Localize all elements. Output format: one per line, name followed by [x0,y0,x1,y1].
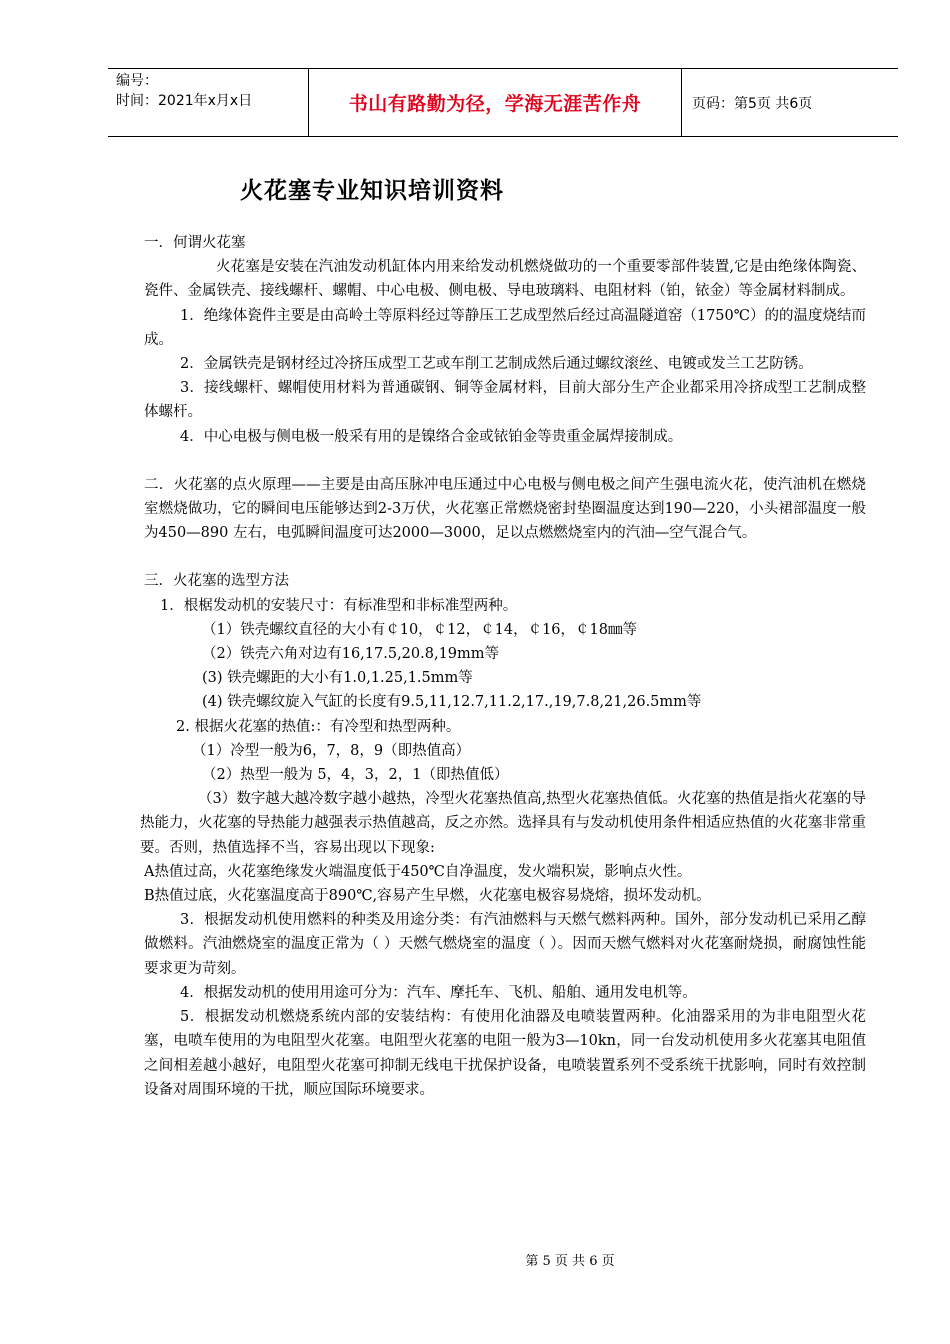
section-heading-3: 三．火花塞的选型方法 [144,573,289,590]
time-label: 时间：2021年x月x日 [116,93,253,109]
list-item: 4．根据发动机的使用用途可分为：汽车、摩托车、飞机、船舶、通用发电机等。 [180,984,697,1001]
document-body [140,231,866,1102]
list-item: 2．金属铁壳是钢材经过冷挤压成型工艺或车削工艺制成然后通过螺纹滚丝、电镀或发兰工艺防锈。 [180,356,813,373]
page-header [108,68,898,137]
list-item: 3．根据发动机使用燃料的种类及用途分类：有汽油燃料与天燃气燃料两种。国外，部分发动机已采用乙醇做燃料。汽油燃烧室的温度正常为（ ）天燃气燃烧室的温度（ ）。因而天燃气燃料对火花塞耐烧损，耐腐蚀性能要求更为苛刻。 [144,912,866,977]
sub-list-item: (4) 铁壳螺纹旋入气缸的长度有9.5,11,12.7,11.2,17.,19,7.8,21,26.5mm等 [202,694,702,711]
header-meta [108,69,308,136]
list-item: 4．中心电极与侧电极一般采有用的是镍络合金或铱铂金等贵重金属焊接制成。 [180,428,683,445]
paragraph: B热值过底，火花塞温度高于890℃,容易产生早燃，火花塞电极容易烧熔，损坏发动机。 [144,888,711,905]
section-heading-2: 二．火花塞的点火原理——主要是由高压脉冲电压通过中心电极与侧电极之间产生强电流火花，使汽油机在燃烧室燃烧做功，它的瞬间电压能够达到2-3万伏，火花塞正常燃烧密封垫圈温度达到190—220，小头裙部温度一般为450—890 左右，电弧瞬间温度可达2000—3000，足以点燃燃烧室内的汽油—空气混合气。 [144,476,866,542]
list-item: 5．根据发动机燃烧系统内部的安装结构：有使用化油器及电喷装置两种。化油器采用的为非电阻型火花塞，电喷车使用的为电阻型火花塞。电阻型火花塞的电阻一般为3—10kn，同一台发动机使用多火花塞其电阻值之间相差越小越好，电阻型火花塞可抑制无线电干扰保护设备，电喷装置系列不受系统干扰影响，同时有效控制设备对周围环境的干扰，顺应国际环境要求。 [144,1009,866,1098]
sub-list-item: （2）铁壳六角对边有16,17.5,20.8,19mm等 [202,646,500,663]
spacer [144,449,866,473]
number-label: 编号： [116,73,158,89]
header-page-info-cell [682,69,898,136]
paragraph: A热值过高，火花塞绝缘发火端温度低于450℃自净温度，发火端积炭，影响点火性。 [144,863,692,880]
sub-list-item: （3）数字越大越冷数字越小越热，冷型火花塞热值高,热型火花塞热值低。火花塞的热值是指火花塞的导热能力，火花塞的导热能力越强表示热值越高，反之亦然。选择具有与发动机使用条件相适应热值的火花塞非常重要。否则，热值选择不当，容易出现以下现象: [140,791,866,856]
document-title: 火花塞专业知识培训资料 [240,178,504,204]
footer-page-number: 第 5 页 共 6 页 [525,1254,615,1269]
paragraph: 火花塞是安装在汽油发动机缸体内用来给发动机燃烧做功的一个重要零部件装置,它是由绝缘体陶瓷、瓷件、金属铁壳、接线螺杆、螺帽、中心电极、侧电极、导电玻璃料、电阻材料（铂，铱金）等金属材料制成。 [144,259,866,300]
sub-list-item: （2）热型一般为 5，4，3，2，1（即热值低） [202,767,509,784]
sub-list-item: （1）冷型一般为6，7，8，9（即热值高） [192,742,471,759]
section-heading-1: 一．何谓火花塞 [144,235,246,251]
page-footer [0,1250,950,1269]
page-info: 页码：第5页 共6页 [692,95,813,112]
list-item: 2. 根据火花塞的热值:：有冷型和热型两种。 [176,718,461,735]
motto-text: 书山有路勤为径，学海无涯苦作舟 [348,93,642,115]
sub-list-item: (3) 铁壳螺距的大小有1.0,1.25,1.5mm等 [202,670,473,687]
sub-list-item: （1）铁壳螺纹直径的大小有￠10，￠12，￠14，￠16，￠18㎜等 [202,621,637,638]
list-item: 1．绝缘体瓷件主要是由高岭土等原料经过等静压工艺成型然后经过高温隧道窑（1750℃）的的温度烧结而成。 [144,307,866,348]
list-item: 3．接线螺杆、螺帽使用材料为普通碳钢、铜等金属材料，目前大部分生产企业都采用冷挤成型工艺制成整体螺杆。 [144,380,866,421]
header-motto-cell [308,69,682,136]
list-item: 1．根椐发动机的安装尺寸：有标准型和非标准型两种。 [160,597,518,614]
spacer [144,545,866,569]
